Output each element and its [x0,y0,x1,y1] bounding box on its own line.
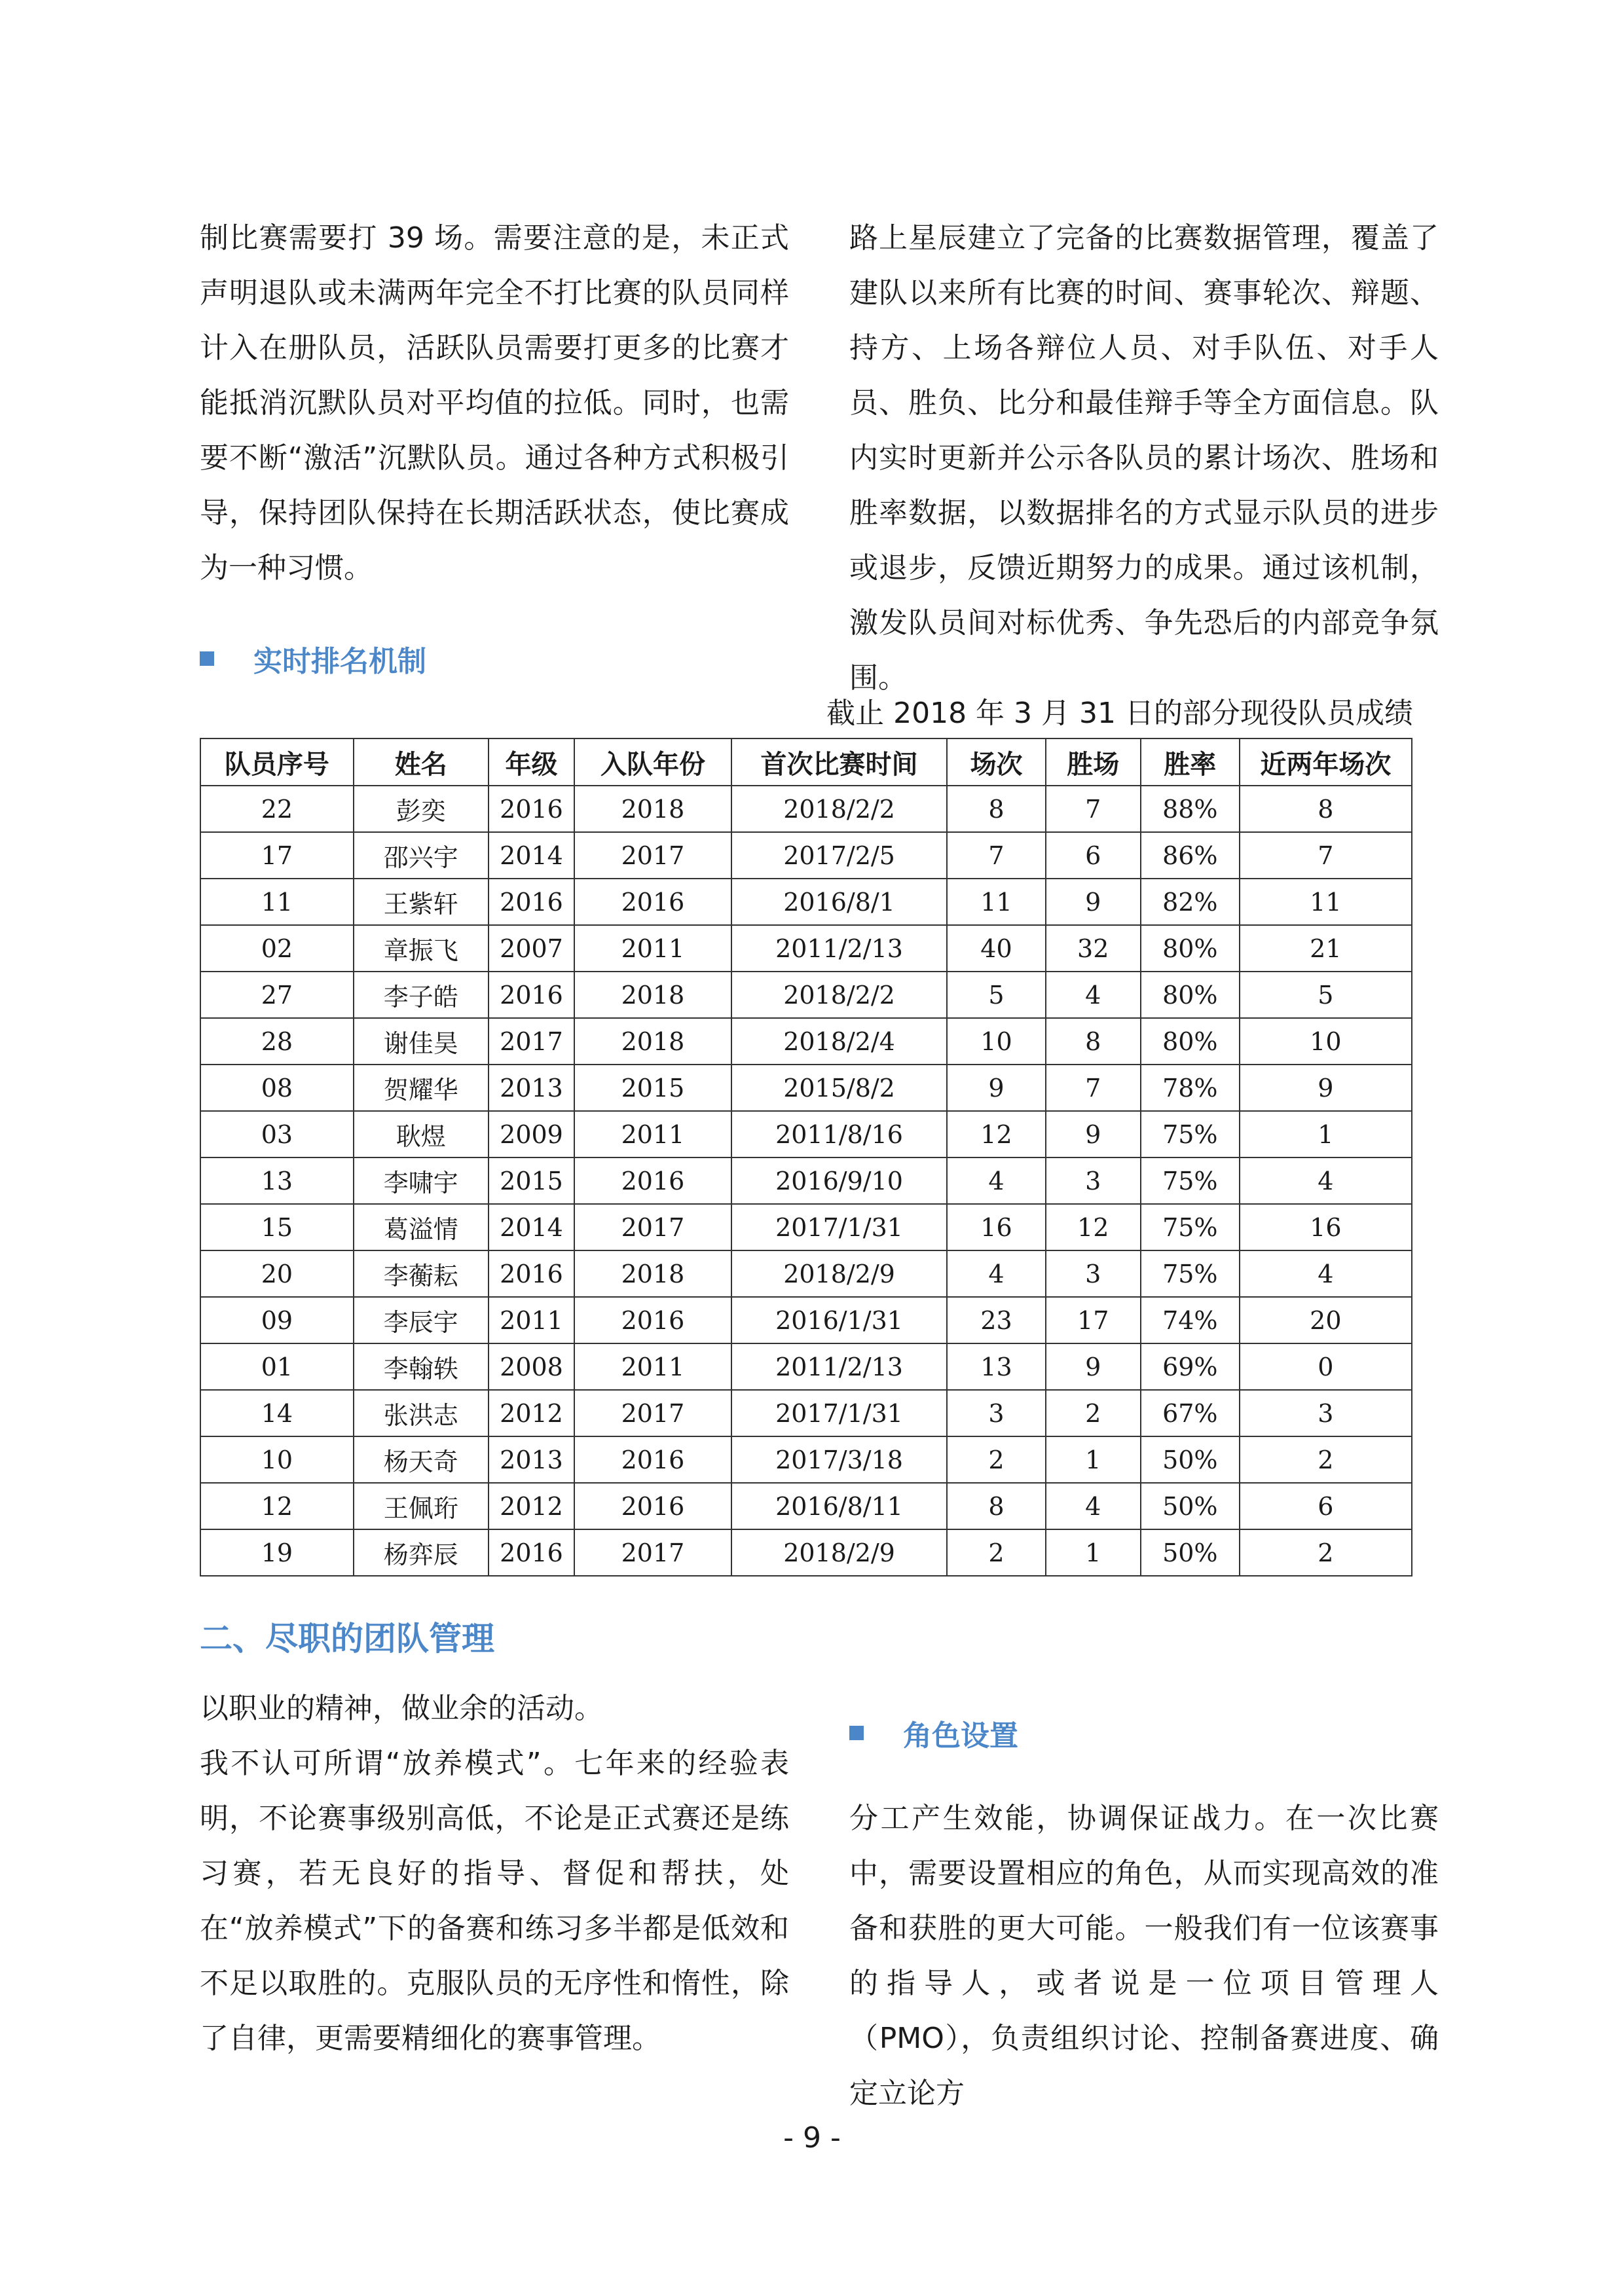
table-cell: 5 [1240,972,1412,1018]
table-cell: 2013 [489,1436,574,1483]
column-header: 年级 [489,738,574,786]
table-row [200,1018,1412,1065]
table-cell: 2016 [574,879,731,925]
table-cell: 2014 [489,1204,574,1250]
table-cell: 11 [947,879,1045,925]
table-cell: 75% [1141,1157,1240,1204]
table-cell: 谢佳昊 [354,1018,489,1065]
right-column-top [849,211,1439,706]
table-row [200,1204,1412,1250]
table-cell: 李辰宇 [354,1297,489,1343]
table-caption: 截止 2018 年 3 月 31 日的部分现役队员成绩 [826,697,1413,730]
table-cell: 11 [200,879,354,925]
table-cell: 2015 [574,1065,731,1111]
table-cell: 彭奕 [354,786,489,832]
column-header: 胜率 [1141,738,1240,786]
table-cell: 32 [1046,925,1141,972]
table-cell: 13 [200,1157,354,1204]
table-cell: 2016 [574,1157,731,1204]
table-cell: 2016 [574,1297,731,1343]
table-cell: 2011/2/13 [731,1343,948,1390]
table-cell: 2017 [574,832,731,879]
scores-table [200,738,1412,1576]
table-cell: 67% [1141,1390,1240,1436]
table-cell: 16 [1240,1204,1412,1250]
table-cell: 12 [947,1111,1045,1157]
table-cell: 2012 [489,1390,574,1436]
table-cell: 17 [200,832,354,879]
column-header: 首次比赛时间 [731,738,948,786]
left-top-paragraph: 制比赛需要打 39 场。需要注意的是，未正式声明退队或未满两年完全不打比赛的队员同样计入在册队员，活跃队员需要打更多的比赛才能抵消沉默队员对平均值的拉低。同时，也需要不断“激活”沉默队员。通过各种方式积极引导，保持团队保持在长期活跃状态，使比赛成为一种习惯。 [200,221,789,585]
table-cell: 2016/8/1 [731,879,948,925]
table-cell: 2 [1240,1529,1412,1576]
table-cell: 2016 [574,1483,731,1529]
table-cell: 2017 [574,1529,731,1576]
table-cell: 2 [947,1529,1045,1576]
table-cell: 50% [1141,1483,1240,1529]
table-cell: 1 [1046,1436,1141,1483]
table-row [200,1111,1412,1157]
table-cell: 3 [1046,1250,1141,1297]
table-cell: 75% [1141,1250,1240,1297]
table-cell: 80% [1141,925,1240,972]
table-cell: 12 [200,1483,354,1529]
table-cell: 2016/1/31 [731,1297,948,1343]
table-cell: 2018/2/9 [731,1529,948,1576]
table-cell: 2017 [489,1018,574,1065]
table-cell: 6 [1046,832,1141,879]
table-row [200,879,1412,925]
table-cell: 2016 [489,972,574,1018]
table-cell: 2016 [489,879,574,925]
table-cell: 78% [1141,1065,1240,1111]
left-column-bottom [200,1681,789,2066]
table-cell: 贺耀华 [354,1065,489,1111]
table-cell: 7 [947,832,1045,879]
table-cell: 8 [1240,786,1412,832]
table-cell: 50% [1141,1529,1240,1576]
table-row [200,972,1412,1018]
table-cell: 2016 [574,1436,731,1483]
table-cell: 2018/2/9 [731,1250,948,1297]
table-body [200,786,1412,1576]
table-cell: 22 [200,786,354,832]
table-cell: 20 [200,1250,354,1297]
table-cell: 2016 [489,1250,574,1297]
table-cell: 15 [200,1204,354,1250]
table-cell: 3 [1240,1390,1412,1436]
table-cell: 2018 [574,786,731,832]
table-cell: 6 [1240,1483,1412,1529]
table-cell: 2008 [489,1343,574,1390]
table-cell: 12 [1046,1204,1141,1250]
table-cell: 16 [947,1204,1045,1250]
table-cell: 2017/3/18 [731,1436,948,1483]
table-cell: 邵兴宇 [354,832,489,879]
table-cell: 13 [947,1343,1045,1390]
table-cell: 杨天奇 [354,1436,489,1483]
right-bottom-paragraph: 分工产生效能，协调保证战力。在一次比赛中，需要设置相应的角色，从而实现高效的准备和获胜的更大可能。一般我们有一位该赛事的指导人，或者说是一位项目管理人（PMO），负责组织讨论、控制备赛进度、确定立论方 [849,1802,1439,2110]
table-cell: 8 [1046,1018,1141,1065]
table-cell: 1 [1046,1529,1141,1576]
table-cell: 1 [1240,1111,1412,1157]
table-cell: 李蘅耘 [354,1250,489,1297]
table-row [200,925,1412,972]
ranking-heading [200,639,426,678]
table-cell: 14 [200,1390,354,1436]
table-cell: 8 [947,786,1045,832]
left-column-top [200,211,789,596]
square-bullet-icon [849,1726,864,1740]
table-cell: 17 [1046,1297,1141,1343]
left-bottom-paragraph-1: 以职业的精神，做业余的活动。 [200,1692,603,1725]
table-cell: 75% [1141,1204,1240,1250]
table-cell: 19 [200,1529,354,1576]
table-cell: 李子皓 [354,972,489,1018]
table-cell: 01 [200,1343,354,1390]
column-header: 胜场 [1046,738,1141,786]
table-cell: 4 [1046,972,1141,1018]
table-cell: 耿煜 [354,1111,489,1157]
table-cell: 2018 [574,1250,731,1297]
table-cell: 21 [1240,925,1412,972]
table-cell: 8 [947,1483,1045,1529]
table-cell: 09 [200,1297,354,1343]
table-cell: 08 [200,1065,354,1111]
table-cell: 2 [1240,1436,1412,1483]
table-cell: 9 [1046,879,1141,925]
table-row [200,1529,1412,1576]
table-cell: 28 [200,1018,354,1065]
table-cell: 2018/2/4 [731,1018,948,1065]
roles-heading-text: 角色设置 [903,1719,1018,1753]
table-row [200,1250,1412,1297]
table-cell: 2015/8/2 [731,1065,948,1111]
table-cell: 40 [947,925,1045,972]
table-cell: 王佩珩 [354,1483,489,1529]
table-cell: 2011/2/13 [731,925,948,972]
table-cell: 2 [947,1436,1045,1483]
table-cell: 李啸宇 [354,1157,489,1204]
table-cell: 11 [1240,879,1412,925]
right-column-bottom [849,1791,1439,2121]
table-cell: 3 [947,1390,1045,1436]
table-row [200,1343,1412,1390]
roles-heading [849,1713,1018,1753]
table-cell: 2018 [574,1018,731,1065]
table-cell: 50% [1141,1436,1240,1483]
right-top-paragraph: 路上星辰建立了完备的比赛数据管理，覆盖了建队以来所有比赛的时间、赛事轮次、辩题、持方、上场各辩位人员、对手队伍、对手人员、胜负、比分和最佳辩手等全方面信息。队内实时更新并公示各队员的累计场次、胜场和胜率数据，以数据排名的方式显示队员的进步或退步，反馈近期努力的成果。通过该机制，激发队员间对标优秀、争先恐后的内部竞争氛围。 [849,221,1439,695]
table-cell: 2017/2/5 [731,832,948,879]
table-cell: 7 [1240,832,1412,879]
table-header-row [200,738,1412,786]
table-row [200,1157,1412,1204]
table-cell: 2017/1/31 [731,1204,948,1250]
table-row [200,786,1412,832]
table-cell: 9 [1240,1065,1412,1111]
table-cell: 2017/1/31 [731,1390,948,1436]
table-cell: 王紫轩 [354,879,489,925]
table-cell: 2 [1046,1390,1141,1436]
table-cell: 4 [947,1157,1045,1204]
table-cell: 7 [1046,786,1141,832]
table-cell: 10 [200,1436,354,1483]
table-cell: 5 [947,972,1045,1018]
table-cell: 80% [1141,1018,1240,1065]
table-row [200,1065,1412,1111]
table-cell: 2017 [574,1390,731,1436]
table-cell: 4 [1240,1157,1412,1204]
table-cell: 88% [1141,786,1240,832]
table-cell: 2018/2/2 [731,786,948,832]
table-cell: 86% [1141,832,1240,879]
table-cell: 2017 [574,1204,731,1250]
table-cell: 4 [1240,1250,1412,1297]
table-cell: 李翰轶 [354,1343,489,1390]
table-cell: 2009 [489,1111,574,1157]
page-number: - 9 - [783,2121,841,2155]
column-header: 队员序号 [200,738,354,786]
table-cell: 葛溢情 [354,1204,489,1250]
table-cell: 4 [1046,1483,1141,1529]
table-cell: 23 [947,1297,1045,1343]
table-cell: 9 [947,1065,1045,1111]
table-cell: 2018 [574,972,731,1018]
table-cell: 10 [1240,1018,1412,1065]
table-cell: 2016 [489,786,574,832]
table-cell: 74% [1141,1297,1240,1343]
table-cell: 9 [1046,1343,1141,1390]
table-cell: 80% [1141,972,1240,1018]
table-row [200,1483,1412,1529]
table-cell: 02 [200,925,354,972]
table-cell: 9 [1046,1111,1141,1157]
table-cell: 章振飞 [354,925,489,972]
table-cell: 20 [1240,1297,1412,1343]
table-cell: 7 [1046,1065,1141,1111]
column-header: 入队年份 [574,738,731,786]
table-cell: 69% [1141,1343,1240,1390]
square-bullet-icon [200,651,214,666]
table-cell: 2011 [574,1343,731,1390]
left-bottom-paragraph-2: 我不认可所谓“放养模式”。七年来的经验表明，不论赛事级别高低，不论是正式赛还是练习赛，若无良好的指导、督促和帮扶，处在“放养模式”下的备赛和练习多半都是低效和不足以取胜的。克服队员的无序性和惰性，除了自律，更需要精细化的赛事管理。 [200,1747,789,2055]
column-header: 姓名 [354,738,489,786]
section-heading: 二、尽职的团队管理 [200,1620,494,1658]
table-cell: 2015 [489,1157,574,1204]
table-cell: 2012 [489,1483,574,1529]
column-header: 场次 [947,738,1045,786]
table-cell: 2018/2/2 [731,972,948,1018]
table-cell: 2013 [489,1065,574,1111]
table-cell: 2011 [489,1297,574,1343]
table-cell: 2016/9/10 [731,1157,948,1204]
table-cell: 0 [1240,1343,1412,1390]
table-cell: 2011 [574,1111,731,1157]
column-header: 近两年场次 [1240,738,1412,786]
table-cell: 2007 [489,925,574,972]
table-cell: 82% [1141,879,1240,925]
table-cell: 03 [200,1111,354,1157]
table-cell: 27 [200,972,354,1018]
table-cell: 2011/8/16 [731,1111,948,1157]
table-cell: 4 [947,1250,1045,1297]
table-cell: 3 [1046,1157,1141,1204]
table-cell: 75% [1141,1111,1240,1157]
table-cell: 10 [947,1018,1045,1065]
ranking-heading-text: 实时排名机制 [253,645,426,678]
table-row [200,832,1412,879]
table-cell: 张洪志 [354,1390,489,1436]
table-cell: 2016 [489,1529,574,1576]
table-row [200,1390,1412,1436]
table-cell: 杨弈辰 [354,1529,489,1576]
table-row [200,1436,1412,1483]
table-cell: 2014 [489,832,574,879]
table-row [200,1297,1412,1343]
table-cell: 2016/8/11 [731,1483,948,1529]
table-cell: 2011 [574,925,731,972]
